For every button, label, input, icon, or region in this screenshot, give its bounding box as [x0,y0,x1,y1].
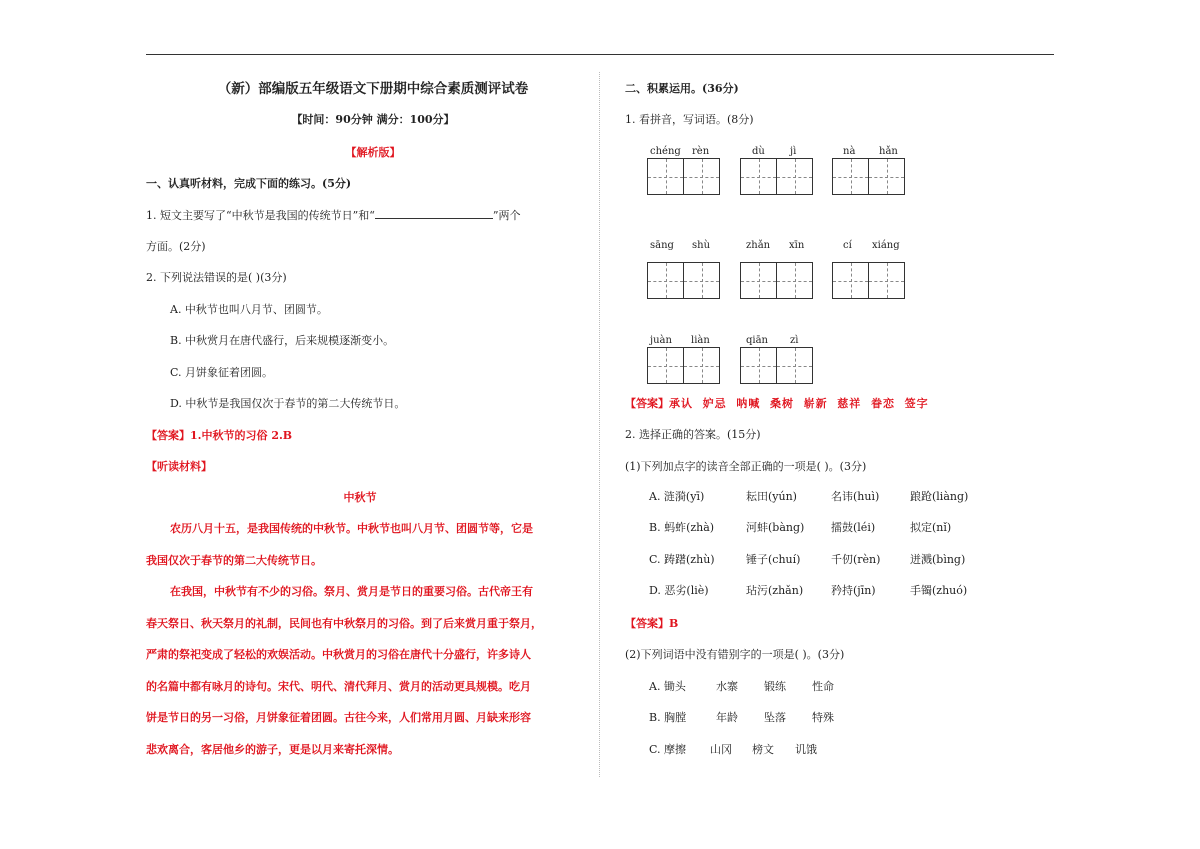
pinyin: xīn [789,240,805,251]
pinyin: zì [790,335,799,346]
page-title: （新）部编版五年级语文下册期中综合素质测评试卷 [217,81,529,97]
word-option: C. 摩擦 [649,743,687,756]
pron-option: B. 蚂蚱(zhà) [649,521,715,534]
word-option: 年龄 [716,711,738,724]
pron-option: A. 涟漪(yī) [649,490,705,503]
pron-option: 玷污(zhǎn) [746,584,804,597]
answer-text: 1.中秋节的习俗 2.B [190,429,293,442]
grid-cell [776,262,813,299]
answer-label: 【答案】 [625,397,669,410]
section1-q2: 2. 下列说法错误的是( )(3分) [146,271,287,284]
word-option: 讥饿 [795,743,817,756]
word-option: 性命 [812,680,834,693]
pron-option: 河蚌(bàng) [746,521,805,534]
edition-label: 【解析版】 [345,146,401,159]
grid-cell [740,347,777,384]
pinyin: nà [843,146,856,157]
grid-cell [683,262,720,299]
word-option: 榜文 [752,743,774,756]
pron-option: 千仞(rèn) [831,553,881,566]
section1-q1-cont: 方面。(2分) [146,240,206,253]
pinyin: shù [692,240,711,251]
material-line: 春天祭日、秋天祭月的礼制，民间也有中秋祭月的习俗。到了后来赏月重于祭月， [146,617,542,630]
top-rule [146,54,1054,55]
pron-option: 锤子(chuí) [746,553,801,566]
answer-blank [375,208,493,219]
pinyin: hǎn [879,146,898,157]
section1-heading: 一、认真听材料，完成下面的练习。(5分) [146,177,352,190]
material-line: 严肃的祭祀变成了轻松的欢娱活动。中秋赏月的习俗在唐代十分盛行，许多诗人 [146,648,531,661]
pinyin: jì [790,146,797,157]
option-c: C. 月饼象征着团圆。 [170,366,274,379]
pron-option: 手镯(zhuó) [910,584,968,597]
answer-label: 【答案】 [625,617,669,630]
answer-label: 【答案】 [146,429,190,442]
pinyin: xiáng [872,240,900,251]
word-option: 山冈 [710,743,732,756]
pron-option: 迸溅(bìng) [910,553,966,566]
option-a: A. 中秋节也叫八月节、团圆节。 [170,303,328,316]
pinyin: juàn [650,335,672,346]
section2-q1-heading: 1. 看拼音，写词语。(8分) [625,113,754,126]
pron-option: 拟定(nǐ) [910,521,952,534]
pron-option: 名讳(huì) [831,490,880,503]
word-option: 坠落 [764,711,786,724]
word-option: A. 锄头 [649,680,686,693]
writing-grid [647,158,719,195]
answer-text: 承认 妒忌 呐喊 桑树 崭新 慈祥 眷恋 签字 [669,397,929,410]
column-divider [599,72,600,777]
grid-cell [647,347,684,384]
grid-cell [868,262,905,299]
grid-cell [647,158,684,195]
grid-cell [776,158,813,195]
pinyin: cí [843,240,852,251]
grid-cell [683,158,720,195]
section2-q2-heading: 2. 选择正确的答案。(15分) [625,428,761,441]
writing-grid [647,347,719,384]
grid-cell [647,262,684,299]
pinyin: rèn [692,146,710,157]
grid-cell [740,158,777,195]
material-line: 的名篇中都有咏月的诗句。宋代、明代、清代拜月、赏月的活动更具规模。吃月 [146,680,531,693]
material-label: 【听读材料】 [146,460,212,473]
writing-grid [647,262,719,299]
material-title: 中秋节 [343,491,377,504]
section2-q2-1-answer [625,617,678,631]
material-line: 我国仅次于春节的第二大传统节日。 [146,554,322,567]
section2-q1-answer [625,397,929,411]
pron-option: 擂鼓(léi) [831,521,876,534]
grid-cell [776,347,813,384]
writing-grid [740,262,812,299]
section1-answer [146,429,292,443]
option-b: B. 中秋赏月在唐代盛行，后来规模逐渐变小。 [170,334,395,347]
material-line: 饼是节日的另一习俗，月饼象征着团圆。古往今来，人们常用月圆、月缺来形容 [146,711,531,724]
q1-text: 1. 短文主要写了“中秋节是我国的传统节日”和“ [146,209,375,222]
pron-option: 矜持(jīn) [831,584,876,597]
grid-cell [832,262,869,299]
section2-heading: 二、积累运用。(36分) [625,82,739,95]
word-option: 锻练 [764,680,786,693]
writing-grid [740,347,812,384]
option-d: D. 中秋节是我国仅次于春节的第二大传统节日。 [170,397,406,410]
pron-option: 耘田(yún) [746,490,797,503]
exam-subtitle: 【时间：90分钟 满分：100分】 [291,113,455,126]
grid-cell [832,158,869,195]
material-line: 悲欢离合，客居他乡的游子，更是以月来寄托深情。 [146,743,399,756]
word-option: 水寨 [716,680,738,693]
pinyin: zhǎn [746,240,771,251]
grid-cell [868,158,905,195]
section1-q1 [146,208,521,223]
material-line: 在我国，中秋节有不少的习俗。祭月、赏月是节日的重要习俗。古代帝王有 [170,585,533,598]
q1-tail: ”两个 [492,209,521,222]
writing-grid [832,262,904,299]
pron-option: C. 踌躇(zhù) [649,553,715,566]
pinyin: sāng [650,240,674,251]
pinyin: dù [752,146,765,157]
pron-option: D. 恶劣(liè) [649,584,709,597]
material-line: 农历八月十五，是我国传统的中秋节。中秋节也叫八月节、团圆节等，它是 [170,522,533,535]
section2-q2-1: (1)下列加点字的读音全部正确的一项是( )。(3分) [625,460,867,473]
grid-cell [740,262,777,299]
pinyin: liàn [691,335,710,346]
answer-text: B [669,617,679,630]
writing-grid [832,158,904,195]
pinyin: qiān [746,335,769,346]
section2-q2-2: (2)下列词语中没有错别字的一项是( )。(3分) [625,648,845,661]
word-option: 特殊 [812,711,834,724]
word-option: B. 胸膛 [649,711,687,724]
pinyin: chéng [650,146,681,157]
writing-grid [740,158,812,195]
pron-option: 踉跄(liàng) [910,490,969,503]
grid-cell [683,347,720,384]
